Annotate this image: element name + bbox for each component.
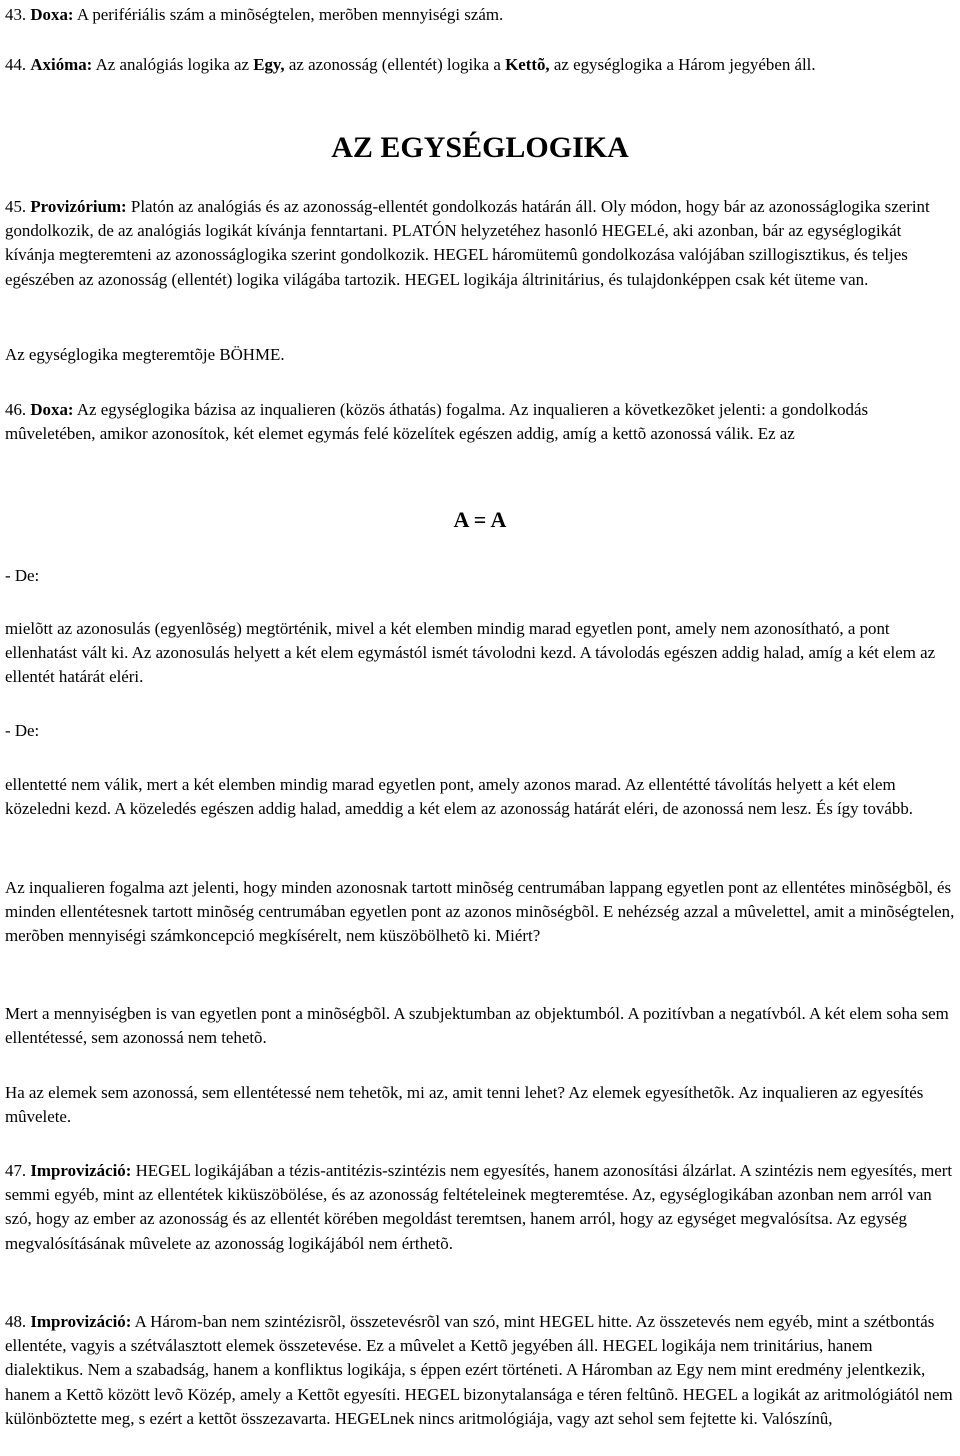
paragraph-text: az egységlogika a Három jegyében áll. bbox=[553, 55, 816, 74]
paragraph-number: 48. bbox=[5, 1312, 27, 1331]
paragraph-text: A perifériális szám a minõségtelen, merõben mennyiségi szám. bbox=[76, 5, 504, 24]
paragraph-number: 45. bbox=[5, 197, 27, 216]
paragraph-label: Doxa: bbox=[30, 400, 74, 419]
paragraph-label: Doxa: bbox=[30, 5, 74, 24]
paragraph-text: A Három-ban nem szintézisrõl, összetevésrõl van szó, mint HEGEL hitte. Az összetevés nem egyéb, mint a szétbontás ellentéte, vagyis a szétválasztott elemek összetevése. Ez a mûvelet a Kettõ jegyében áll. HEGEL logikája nem trinitárius, hanem dialektikus. Nem a szabadság, hanem a konfliktus logikája, s éppen ezért történeti. A Háromban az Egy nem mint eredmény jelentkezik, hanem a Kettõ között levõ Közép, amely a Kettõt egyesíti. HEGEL bizonytalansága e téren feltûnõ. HEGEL a logikát az aritmológiától nem különböztette meg, s ezért a kettõt összezavarta. HEGELnek nincs aritmológiája, vagy azt sehol sem fejtette ki. Valószínû, bbox=[5, 1312, 953, 1428]
paragraph-label: Axióma: bbox=[30, 55, 93, 74]
paragraph-45 bbox=[5, 195, 955, 292]
paragraph-label: Improvizáció: bbox=[30, 1312, 132, 1331]
emphasis-egy: Egy, bbox=[253, 55, 285, 74]
paragraph-e: Ha az elemek sem azonossá, sem ellentétessé nem tehetõk, mi az, amit tenni lehet? Az elemek egyesíthetõk. Az inqualieren az egyesítés mûvelete. bbox=[5, 1083, 924, 1127]
paragraph-number: 43. bbox=[5, 5, 27, 24]
de-label-2: - De: bbox=[5, 721, 40, 740]
paragraph-text: Az egységlogika bázisa az inqualieren (közös áthatás) fogalma. Az inqualieren a következõket jelenti: a gondolkodás mûveletében, amikor azonosítok, két elemet egymás felé közelítek egészen addig, amíg a kettõ azonossá válik. Ez az bbox=[5, 400, 869, 444]
paragraph-text: Az analógiás logika az bbox=[95, 55, 249, 74]
paragraph-text: Platón az analógiás és az azonosság-ellentét gondolkozás határán áll. Oly módon, hogy bár az azonosságlogika szerint gondolkozik, de az analógiás logikát kívánja fenntartani. PLATÓN helyzetéhez hasonló HEGELé, aki azonban, bár az egységlogikát kívánja megteremteni az azonosságlogika szerint gondolkozik. HEGEL háromütemû gondolkozása valójában szillogisztikus, és teljes egészében az azonosság (ellentét) logika világába tartozik. HEGEL logikája áltrinitárius, és tulajdonképpen csak két üteme van. bbox=[5, 197, 930, 289]
section-heading: AZ EGYSÉGLOGIKA bbox=[331, 131, 629, 164]
paragraph-number: 44. bbox=[5, 55, 27, 74]
paragraph-c: Az inqualieren fogalma azt jelenti, hogy minden azonosnak tartott minõség centrumában lappang egyetlen pont az ellentétes minõségbõl, és minden ellentétesnek tartott minõség centrumában egyetlen pont az azonos minõségbõl. E nehézség azzal a mûvelettel, amit a minõségtelen, merõben mennyiségi számkoncepció megkísérelt, nem küszöbölhetõ ki. Miért? bbox=[5, 878, 955, 946]
paragraph-label: Provizórium: bbox=[30, 197, 127, 216]
formula: A = A bbox=[453, 507, 507, 532]
paragraph-43 bbox=[5, 3, 955, 27]
paragraph-46 bbox=[5, 398, 955, 446]
paragraph-number: 46. bbox=[5, 400, 27, 419]
paragraph-d: Mert a mennyiségben is van egyetlen pont a minõségbõl. A szubjektumban az objektumból. A pozitívban a negatívból. A két elem soha sem ellentétessé, sem azonossá nem tehetõ. bbox=[5, 1004, 949, 1048]
paragraph-label: Improvizáció: bbox=[30, 1161, 132, 1180]
paragraph-44 bbox=[5, 53, 955, 77]
paragraph-b: ellentetté nem válik, mert a két elemben mindig marad egyetlen pont, amely azonos marad. Az ellentétté távolítás helyett a két elem közeledni kezd. A közeledés egészen addig halad, ameddig a két elem az azonosság határát eléri, de azonossá nem lesz. És így tovább. bbox=[5, 775, 913, 819]
paragraph-a: mielõtt az azonosulás (egyenlõség) megtörténik, mivel a két elemben mindig marad egyetlen pont, amely nem azonosítható, a pont ellenhatást vált ki. Az azonosulás helyett a két elem egymástól ismét távolodni kezd. A távolodás egészen addig halad, amíg a két elem az ellentét határát eléri. bbox=[5, 619, 936, 687]
de-label-1: - De: bbox=[5, 566, 40, 585]
paragraph-number: 47. bbox=[5, 1161, 27, 1180]
paragraph-48 bbox=[5, 1310, 955, 1431]
paragraph-text: HEGEL logikájában a tézis-antitézis-szintézis nem egyesítés, hanem azonosítási álzárlat. A szintézis nem egyesítés, mert semmi egyéb, mint az ellentétek kiküszöbölése, és az azonosság feltételeinek megteremtése. Az, egységlogikában azonban nem arról van szó, hogy az ember az azonosság és az ellentét körében megoldást teremtsen, hanem arról, hogy az egységet megvalósítsa. Az egység megvalósításának mûvelete az azonosság logikájából nem érthetõ. bbox=[5, 1161, 953, 1253]
paragraph-47 bbox=[5, 1159, 955, 1256]
emphasis-ketto: Kettõ, bbox=[505, 55, 550, 74]
founder-line: Az egységlogika megteremtõje BÖHME. bbox=[5, 345, 285, 364]
paragraph-text: az azonosság (ellentét) logika a bbox=[288, 55, 501, 74]
